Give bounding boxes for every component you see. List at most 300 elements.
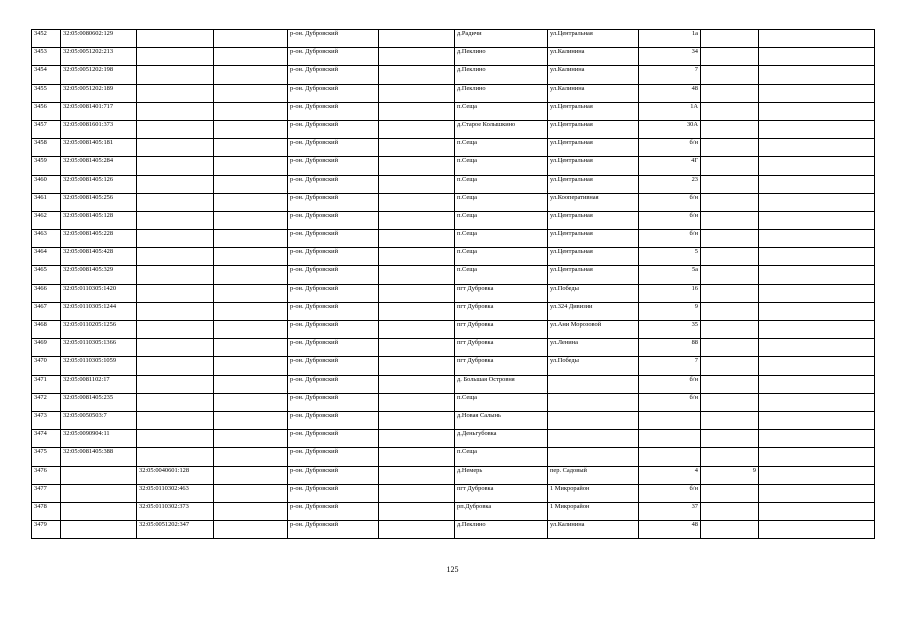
- region-cell: р-он. Дубровский: [288, 230, 379, 248]
- street-cell: ул.Победы: [548, 284, 639, 302]
- cadastral-number-cell: 32:05:0110205:1256: [61, 321, 137, 339]
- cadastral-number-cell: 32:05:0051202:198: [61, 66, 137, 84]
- cadastral-number-alt-cell: [137, 211, 214, 229]
- locality-cell: пгт Дубровка: [455, 302, 548, 320]
- locality-cell: п.Сеща: [455, 393, 548, 411]
- street-cell: ул.Калинина: [548, 521, 639, 539]
- table-row: [32, 411, 875, 429]
- house-cell: [639, 430, 701, 448]
- region-cell: р-он. Дубровский: [288, 521, 379, 539]
- street-cell: ул.Ани Морозовой: [548, 321, 639, 339]
- cadastral-number-cell: 32:05:0081405:329: [61, 266, 137, 284]
- house-cell: 5: [639, 248, 701, 266]
- region-cell: р-он. Дубровский: [288, 30, 379, 48]
- empty-cell: [379, 393, 455, 411]
- empty-cell: [379, 357, 455, 375]
- house-cell: б/н: [639, 230, 701, 248]
- locality-cell: д.Новая Салынь: [455, 411, 548, 429]
- empty-cell: [759, 102, 875, 120]
- empty-cell: [214, 266, 288, 284]
- empty-cell: [379, 266, 455, 284]
- row-number-cell: 3452: [32, 30, 61, 48]
- locality-cell: п.Сеща: [455, 139, 548, 157]
- flat-cell: [701, 248, 759, 266]
- flat-cell: [701, 193, 759, 211]
- empty-cell: [379, 193, 455, 211]
- empty-cell: [759, 448, 875, 466]
- empty-cell: [214, 484, 288, 502]
- cadastral-number-cell: 32:05:0110305:1059: [61, 357, 137, 375]
- row-number-cell: 3464: [32, 248, 61, 266]
- region-cell: р-он. Дубровский: [288, 302, 379, 320]
- house-cell: б/н: [639, 193, 701, 211]
- empty-cell: [759, 284, 875, 302]
- house-cell: 34: [639, 48, 701, 66]
- house-cell: б/н: [639, 211, 701, 229]
- region-cell: р-он. Дубровский: [288, 375, 379, 393]
- table-row: [32, 266, 875, 284]
- house-cell: б/н: [639, 139, 701, 157]
- house-cell: 23: [639, 175, 701, 193]
- cadastral-number-alt-cell: 32:05:0110302:463: [137, 484, 214, 502]
- cadastral-number-alt-cell: [137, 266, 214, 284]
- cadastral-number-alt-cell: [137, 448, 214, 466]
- flat-cell: [701, 84, 759, 102]
- empty-cell: [759, 48, 875, 66]
- table-row: [32, 357, 875, 375]
- region-cell: р-он. Дубровский: [288, 157, 379, 175]
- region-cell: р-он. Дубровский: [288, 66, 379, 84]
- table-row: [32, 84, 875, 102]
- region-cell: р-он. Дубровский: [288, 284, 379, 302]
- empty-cell: [759, 411, 875, 429]
- cadastral-number-cell: 32:05:0090904:11: [61, 430, 137, 448]
- empty-cell: [214, 211, 288, 229]
- region-cell: р-он. Дубровский: [288, 139, 379, 157]
- house-cell: [639, 411, 701, 429]
- cadastral-number-cell: 32:05:0081405:428: [61, 248, 137, 266]
- cadastral-number-cell: [61, 502, 137, 520]
- locality-cell: д.Старое Колышкино: [455, 120, 548, 138]
- cadastral-number-cell: 32:05:0081405:235: [61, 393, 137, 411]
- cadastral-number-alt-cell: [137, 284, 214, 302]
- cadastral-number-cell: 32:05:0110305:1420: [61, 284, 137, 302]
- street-cell: ул.Центральная: [548, 266, 639, 284]
- empty-cell: [214, 321, 288, 339]
- flat-cell: [701, 430, 759, 448]
- table-row: [32, 375, 875, 393]
- region-cell: р-он. Дубровский: [288, 448, 379, 466]
- empty-cell: [379, 230, 455, 248]
- flat-cell: [701, 302, 759, 320]
- empty-cell: [379, 66, 455, 84]
- table-row: [32, 120, 875, 138]
- empty-cell: [379, 211, 455, 229]
- cadastral-number-alt-cell: 32:05:0110302:373: [137, 502, 214, 520]
- empty-cell: [379, 484, 455, 502]
- empty-cell: [214, 339, 288, 357]
- empty-cell: [759, 120, 875, 138]
- flat-cell: [701, 339, 759, 357]
- cadastral-number-alt-cell: [137, 230, 214, 248]
- region-cell: р-он. Дубровский: [288, 430, 379, 448]
- flat-cell: [701, 120, 759, 138]
- locality-cell: рп.Дубровка: [455, 502, 548, 520]
- cadastral-number-alt-cell: [137, 321, 214, 339]
- street-cell: ул.Калинина: [548, 66, 639, 84]
- house-cell: 4Г: [639, 157, 701, 175]
- empty-cell: [379, 48, 455, 66]
- empty-cell: [759, 157, 875, 175]
- empty-cell: [214, 157, 288, 175]
- locality-cell: д.Деньгубовка: [455, 430, 548, 448]
- house-cell: 48: [639, 521, 701, 539]
- flat-cell: [701, 139, 759, 157]
- empty-cell: [214, 230, 288, 248]
- row-number-cell: 3470: [32, 357, 61, 375]
- locality-cell: д.Пеклино: [455, 66, 548, 84]
- empty-cell: [759, 466, 875, 484]
- row-number-cell: 3462: [32, 211, 61, 229]
- empty-cell: [214, 120, 288, 138]
- locality-cell: п.Сеща: [455, 102, 548, 120]
- empty-cell: [379, 139, 455, 157]
- table-row: [32, 193, 875, 211]
- flat-cell: 9: [701, 466, 759, 484]
- table-row: [32, 502, 875, 520]
- cadastral-number-alt-cell: [137, 302, 214, 320]
- empty-cell: [214, 193, 288, 211]
- cadastral-number-cell: 32:05:0081405:284: [61, 157, 137, 175]
- empty-cell: [379, 375, 455, 393]
- empty-cell: [759, 484, 875, 502]
- street-cell: ул.Центральная: [548, 230, 639, 248]
- region-cell: р-он. Дубровский: [288, 48, 379, 66]
- empty-cell: [759, 266, 875, 284]
- region-cell: р-он. Дубровский: [288, 193, 379, 211]
- row-number-cell: 3461: [32, 193, 61, 211]
- locality-cell: п.Сеща: [455, 248, 548, 266]
- flat-cell: [701, 484, 759, 502]
- empty-cell: [759, 521, 875, 539]
- region-cell: р-он. Дубровский: [288, 120, 379, 138]
- table-row: [32, 66, 875, 84]
- cadastral-number-cell: 32:05:0050503:7: [61, 411, 137, 429]
- house-cell: 9: [639, 302, 701, 320]
- row-number-cell: 3477: [32, 484, 61, 502]
- empty-cell: [759, 30, 875, 48]
- row-number-cell: 3466: [32, 284, 61, 302]
- region-cell: р-он. Дубровский: [288, 393, 379, 411]
- table-row: [32, 484, 875, 502]
- empty-cell: [379, 521, 455, 539]
- table-row: [32, 521, 875, 539]
- street-cell: ул.Калинина: [548, 84, 639, 102]
- empty-cell: [379, 102, 455, 120]
- region-cell: р-он. Дубровский: [288, 102, 379, 120]
- table-row: [32, 430, 875, 448]
- cadastral-number-alt-cell: [137, 120, 214, 138]
- region-cell: р-он. Дубровский: [288, 466, 379, 484]
- flat-cell: [701, 175, 759, 193]
- locality-cell: п.Сеща: [455, 448, 548, 466]
- flat-cell: [701, 157, 759, 175]
- empty-cell: [759, 321, 875, 339]
- house-cell: 88: [639, 339, 701, 357]
- street-cell: ул.Центральная: [548, 139, 639, 157]
- table-row: [32, 48, 875, 66]
- empty-cell: [759, 84, 875, 102]
- row-number-cell: 3473: [32, 411, 61, 429]
- empty-cell: [214, 30, 288, 48]
- region-cell: р-он. Дубровский: [288, 339, 379, 357]
- table-row: [32, 339, 875, 357]
- cadastral-number-cell: 32:05:0081405:128: [61, 211, 137, 229]
- table-row: [32, 230, 875, 248]
- row-number-cell: 3476: [32, 466, 61, 484]
- flat-cell: [701, 211, 759, 229]
- house-cell: 5а: [639, 266, 701, 284]
- row-number-cell: 3456: [32, 102, 61, 120]
- table-row: [32, 393, 875, 411]
- cadastral-number-cell: 32:05:0081405:256: [61, 193, 137, 211]
- row-number-cell: 3459: [32, 157, 61, 175]
- empty-cell: [759, 375, 875, 393]
- empty-cell: [214, 357, 288, 375]
- street-cell: 1 Микрорайон: [548, 502, 639, 520]
- region-cell: р-он. Дубровский: [288, 357, 379, 375]
- cadastral-number-alt-cell: [137, 357, 214, 375]
- cadastral-number-cell: 32:05:0081405:388: [61, 448, 137, 466]
- empty-cell: [214, 175, 288, 193]
- house-cell: б/н: [639, 484, 701, 502]
- empty-cell: [759, 430, 875, 448]
- cadastral-number-alt-cell: [137, 139, 214, 157]
- locality-cell: д.Пеклино: [455, 84, 548, 102]
- empty-cell: [379, 30, 455, 48]
- street-cell: ул.Центральная: [548, 30, 639, 48]
- street-cell: [548, 448, 639, 466]
- house-cell: б/н: [639, 393, 701, 411]
- flat-cell: [701, 448, 759, 466]
- flat-cell: [701, 284, 759, 302]
- street-cell: 1 Микрорайон: [548, 484, 639, 502]
- empty-cell: [379, 321, 455, 339]
- flat-cell: [701, 502, 759, 520]
- table-row: [32, 448, 875, 466]
- house-cell: 30А: [639, 120, 701, 138]
- row-number-cell: 3475: [32, 448, 61, 466]
- locality-cell: д.Радичи: [455, 30, 548, 48]
- empty-cell: [379, 157, 455, 175]
- row-number-cell: 3471: [32, 375, 61, 393]
- row-number-cell: 3468: [32, 321, 61, 339]
- cadastral-number-alt-cell: [137, 48, 214, 66]
- row-number-cell: 3474: [32, 430, 61, 448]
- locality-cell: пгт Дубровка: [455, 339, 548, 357]
- empty-cell: [379, 175, 455, 193]
- cadastral-number-cell: 32:05:0081601:373: [61, 120, 137, 138]
- table-row: [32, 102, 875, 120]
- row-number-cell: 3472: [32, 393, 61, 411]
- house-cell: [639, 448, 701, 466]
- empty-cell: [379, 411, 455, 429]
- empty-cell: [759, 175, 875, 193]
- empty-cell: [214, 248, 288, 266]
- cadastral-number-alt-cell: [137, 339, 214, 357]
- street-cell: [548, 393, 639, 411]
- cadastral-number-alt-cell: [137, 375, 214, 393]
- street-cell: ул.Победы: [548, 357, 639, 375]
- empty-cell: [379, 502, 455, 520]
- empty-cell: [214, 66, 288, 84]
- cadastral-number-cell: 32:05:0081405:126: [61, 175, 137, 193]
- empty-cell: [759, 357, 875, 375]
- empty-cell: [379, 302, 455, 320]
- empty-cell: [379, 84, 455, 102]
- house-cell: 7: [639, 357, 701, 375]
- table-row: [32, 139, 875, 157]
- house-cell: 1А: [639, 102, 701, 120]
- street-cell: ул.Центральная: [548, 248, 639, 266]
- street-cell: пер. Садовый: [548, 466, 639, 484]
- locality-cell: пгт Дубровка: [455, 284, 548, 302]
- row-number-cell: 3465: [32, 266, 61, 284]
- cadastral-number-alt-cell: [137, 248, 214, 266]
- region-cell: р-он. Дубровский: [288, 84, 379, 102]
- flat-cell: [701, 230, 759, 248]
- empty-cell: [214, 521, 288, 539]
- empty-cell: [759, 339, 875, 357]
- region-cell: р-он. Дубровский: [288, 321, 379, 339]
- cadastral-number-alt-cell: [137, 66, 214, 84]
- flat-cell: [701, 521, 759, 539]
- empty-cell: [379, 466, 455, 484]
- house-cell: 1а: [639, 30, 701, 48]
- table-row: [32, 284, 875, 302]
- locality-cell: пгт Дубровка: [455, 484, 548, 502]
- empty-cell: [214, 411, 288, 429]
- cadastral-number-alt-cell: [137, 411, 214, 429]
- cadastral-number-cell: [61, 484, 137, 502]
- house-cell: 16: [639, 284, 701, 302]
- empty-cell: [759, 502, 875, 520]
- row-number-cell: 3469: [32, 339, 61, 357]
- empty-cell: [759, 193, 875, 211]
- cadastral-number-cell: [61, 521, 137, 539]
- empty-cell: [214, 102, 288, 120]
- row-number-cell: 3463: [32, 230, 61, 248]
- locality-cell: д.Пеклино: [455, 48, 548, 66]
- region-cell: р-он. Дубровский: [288, 175, 379, 193]
- flat-cell: [701, 66, 759, 84]
- cadastral-number-cell: 32:05:0110305:1244: [61, 302, 137, 320]
- empty-cell: [214, 375, 288, 393]
- empty-cell: [214, 466, 288, 484]
- empty-cell: [214, 448, 288, 466]
- street-cell: ул.324 Дивизии: [548, 302, 639, 320]
- cadastral-number-cell: 32:05:0081102:17: [61, 375, 137, 393]
- cadastral-number-alt-cell: 32:05:0051202:347: [137, 521, 214, 539]
- cadastral-number-cell: 32:05:0081405:228: [61, 230, 137, 248]
- cadastral-number-alt-cell: [137, 30, 214, 48]
- flat-cell: [701, 393, 759, 411]
- flat-cell: [701, 102, 759, 120]
- cadastral-number-alt-cell: [137, 430, 214, 448]
- table-row: [32, 30, 875, 48]
- empty-cell: [379, 248, 455, 266]
- street-cell: ул.Калинина: [548, 48, 639, 66]
- empty-cell: [214, 284, 288, 302]
- row-number-cell: 3458: [32, 139, 61, 157]
- street-cell: [548, 430, 639, 448]
- table-row: [32, 175, 875, 193]
- empty-cell: [214, 139, 288, 157]
- street-cell: ул.Центральная: [548, 157, 639, 175]
- empty-cell: [379, 120, 455, 138]
- empty-cell: [759, 211, 875, 229]
- table-row: [32, 211, 875, 229]
- row-number-cell: 3457: [32, 120, 61, 138]
- locality-cell: пгт Дубровка: [455, 321, 548, 339]
- empty-cell: [214, 430, 288, 448]
- cadastral-number-alt-cell: [137, 193, 214, 211]
- locality-cell: д.Пеклино: [455, 521, 548, 539]
- cadastral-number-alt-cell: [137, 102, 214, 120]
- cadastral-number-cell: 32:05:0110305:1366: [61, 339, 137, 357]
- cadastral-number-cell: 32:05:0081401:717: [61, 102, 137, 120]
- locality-cell: д.Немерь: [455, 466, 548, 484]
- flat-cell: [701, 411, 759, 429]
- region-cell: р-он. Дубровский: [288, 411, 379, 429]
- street-cell: ул.Кооперативная: [548, 193, 639, 211]
- locality-cell: п.Сеща: [455, 175, 548, 193]
- table-row: [32, 321, 875, 339]
- table-row: [32, 248, 875, 266]
- empty-cell: [214, 502, 288, 520]
- locality-cell: п.Сеща: [455, 157, 548, 175]
- empty-cell: [379, 339, 455, 357]
- locality-cell: п.Сеща: [455, 230, 548, 248]
- flat-cell: [701, 30, 759, 48]
- house-cell: 7: [639, 66, 701, 84]
- row-number-cell: 3453: [32, 48, 61, 66]
- region-cell: р-он. Дубровский: [288, 211, 379, 229]
- locality-cell: п.Сеща: [455, 211, 548, 229]
- empty-cell: [759, 393, 875, 411]
- page-number: 125: [446, 565, 459, 574]
- cadastral-number-alt-cell: [137, 393, 214, 411]
- flat-cell: [701, 48, 759, 66]
- empty-cell: [214, 393, 288, 411]
- row-number-cell: 3478: [32, 502, 61, 520]
- register-table: [31, 29, 875, 539]
- house-cell: 35: [639, 321, 701, 339]
- street-cell: [548, 411, 639, 429]
- empty-cell: [759, 66, 875, 84]
- cadastral-number-cell: 32:05:0080602:129: [61, 30, 137, 48]
- row-number-cell: 3467: [32, 302, 61, 320]
- cadastral-number-alt-cell: [137, 175, 214, 193]
- cadastral-number-cell: 32:05:0081405:181: [61, 139, 137, 157]
- cadastral-number-alt-cell: 32:05:0040601:128: [137, 466, 214, 484]
- cadastral-number-cell: [61, 466, 137, 484]
- region-cell: р-он. Дубровский: [288, 484, 379, 502]
- cadastral-number-alt-cell: [137, 157, 214, 175]
- flat-cell: [701, 266, 759, 284]
- cadastral-number-cell: 32:05:0051202:213: [61, 48, 137, 66]
- table-row: [32, 466, 875, 484]
